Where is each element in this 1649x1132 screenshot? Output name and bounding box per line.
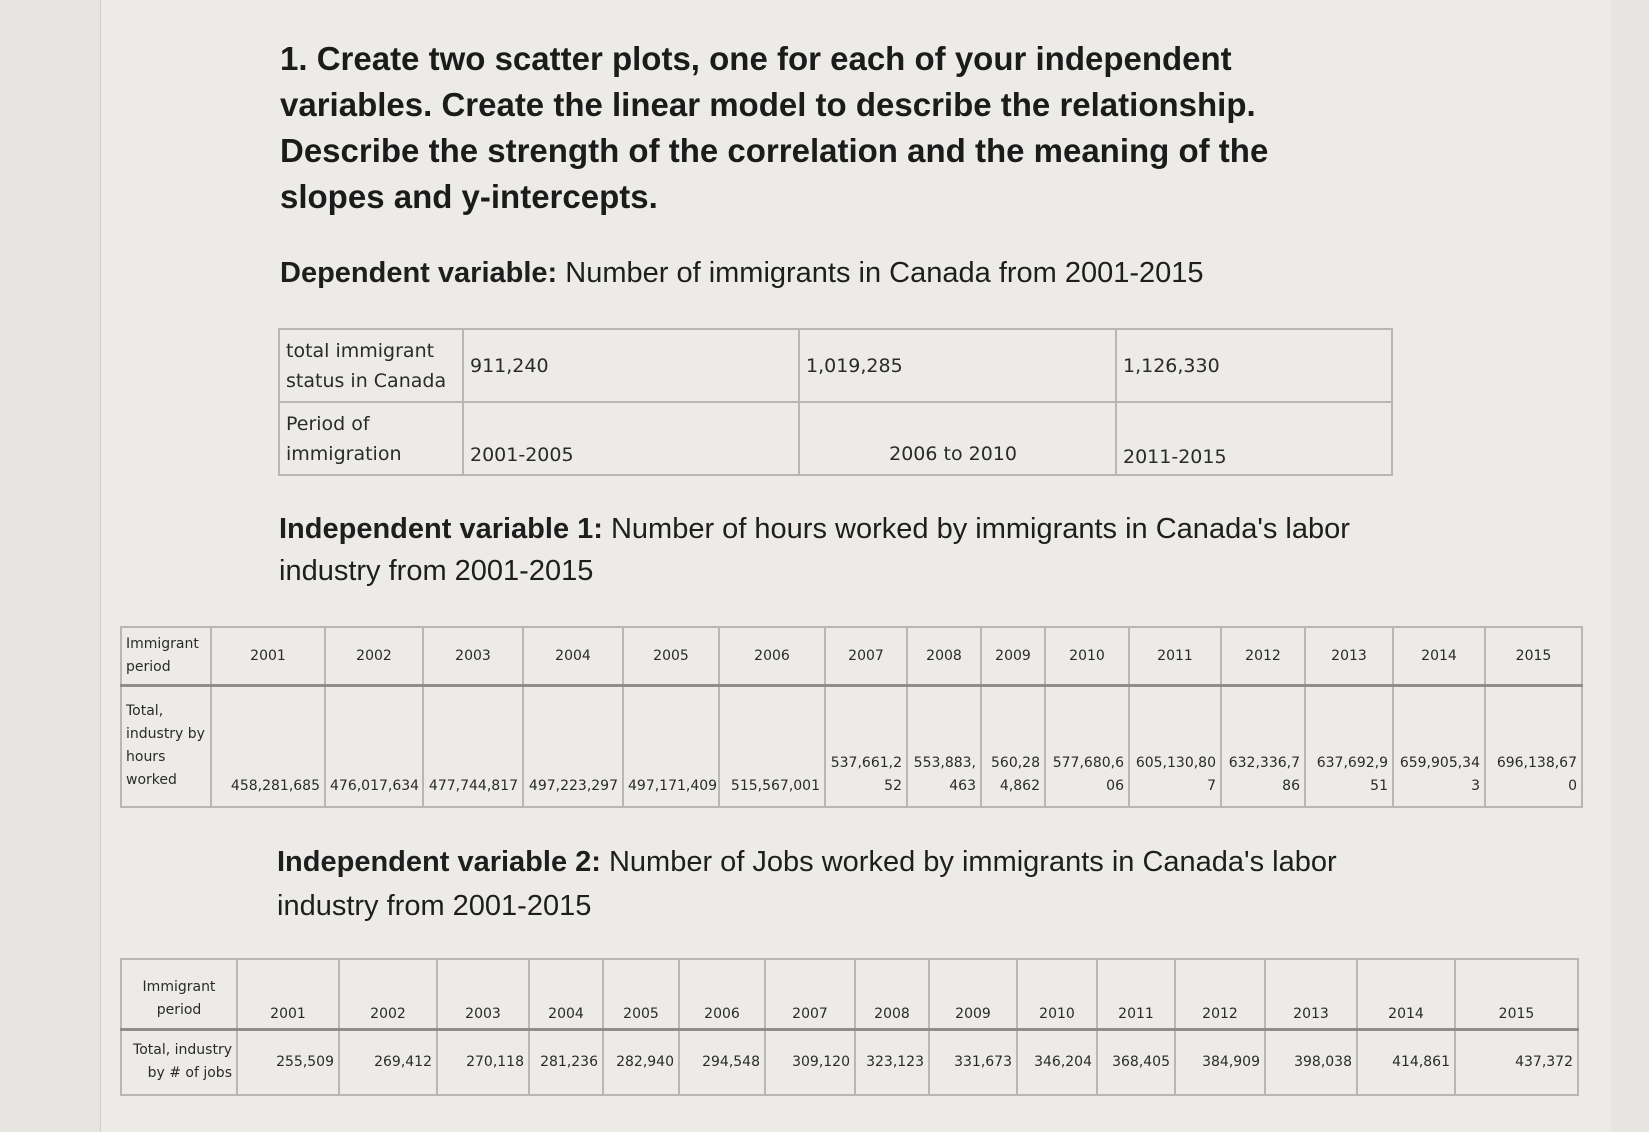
dependent-row-totals [279,329,1392,402]
jobs-value-cell: 384,909 [1175,1029,1265,1095]
dependent-row-periods [279,402,1392,475]
year-cell: 2014 [1357,959,1455,1029]
independent-variable-1-text: Number of hours worked by immigrants in Canada's labor industry from 2001-2015 [279,513,1350,587]
year-cell: 2005 [623,627,719,685]
hours-value-cell: 560,284,862 [981,685,1045,807]
dependent-variable-line [280,252,1430,294]
hours-value-cell: 632,336,786 [1221,685,1305,807]
year-cell: 2001 [211,627,325,685]
year-cell: 2003 [423,627,523,685]
hours-value-cell: 637,692,951 [1305,685,1393,807]
jobs-value-cell: 255,509 [237,1029,339,1095]
independent-1-value-row [121,685,1582,807]
independent-variable-1-label: Independent variable 1: [279,513,603,545]
independent-2-header-label: Immigrant period [121,959,237,1029]
hours-value-cell: 476,017,634 [325,685,423,807]
year-cell: 2001 [237,959,339,1029]
year-cell: 2007 [825,627,907,685]
jobs-value-cell: 323,123 [855,1029,929,1095]
independent-2-header-row [121,959,1578,1029]
year-cell: 2008 [907,627,981,685]
hours-value-cell: 458,281,685 [211,685,325,807]
dependent-variable-label: Dependent variable: [280,257,558,289]
independent-variable-2-text: Number of Jobs worked by immigrants in Canada's labor industry from 2001-2015 [277,846,1337,922]
year-cell: 2011 [1097,959,1175,1029]
hours-value-cell: 577,680,606 [1045,685,1129,807]
independent-1-header-label: Immigrant period [121,627,211,685]
hours-value-cell: 515,567,001 [719,685,825,807]
hours-value-cell: 553,883,463 [907,685,981,807]
year-cell: 2010 [1017,959,1097,1029]
year-cell: 2013 [1265,959,1357,1029]
jobs-value-cell: 331,673 [929,1029,1017,1095]
year-cell: 2009 [981,627,1045,685]
jobs-value-cell: 294,548 [679,1029,765,1095]
jobs-value-cell: 270,118 [437,1029,529,1095]
independent-variable-1-line [279,508,1409,592]
jobs-value-cell: 281,236 [529,1029,603,1095]
year-cell: 2004 [523,627,623,685]
year-cell: 2010 [1045,627,1129,685]
independent-2-table [120,958,1579,1096]
year-cell: 2002 [339,959,437,1029]
year-cell: 2011 [1129,627,1221,685]
year-cell: 2009 [929,959,1017,1029]
independent-1-table [120,626,1583,808]
year-cell: 2012 [1175,959,1265,1029]
hours-value-cell: 659,905,343 [1393,685,1485,807]
year-cell: 2006 [679,959,765,1029]
independent-2-row-label: Total, industry by # of jobs [121,1029,237,1095]
dependent-value-cell: 1,126,330 [1116,329,1392,402]
dependent-row1-label: total immigrant status in Canada [279,329,463,402]
independent-2-value-row [121,1029,1578,1095]
year-cell: 2008 [855,959,929,1029]
independent-variable-2-line [277,840,1407,928]
year-cell: 2013 [1305,627,1393,685]
hours-value-cell: 497,171,409 [623,685,719,807]
dependent-period-cell: 2011-2015 [1116,402,1392,475]
jobs-value-cell: 368,405 [1097,1029,1175,1095]
dependent-period-cell: 2001-2005 [463,402,799,475]
hours-value-cell: 497,223,297 [523,685,623,807]
jobs-value-cell: 346,204 [1017,1029,1097,1095]
dependent-value-cell: 1,019,285 [799,329,1116,402]
year-cell: 2015 [1485,627,1582,685]
jobs-value-cell: 437,372 [1455,1029,1578,1095]
year-cell: 2006 [719,627,825,685]
jobs-value-cell: 398,038 [1265,1029,1357,1095]
independent-variable-2-label: Independent variable 2: [277,846,601,878]
jobs-value-cell: 309,120 [765,1029,855,1095]
year-cell: 2005 [603,959,679,1029]
jobs-value-cell: 269,412 [339,1029,437,1095]
year-cell: 2003 [437,959,529,1029]
dependent-variable-text: Number of immigrants in Canada from 2001-2015 [565,257,1204,289]
year-cell: 2014 [1393,627,1485,685]
year-cell: 2012 [1221,627,1305,685]
independent-1-row-label: Total, industry by hours worked [121,685,211,807]
dependent-table [278,328,1393,476]
year-cell: 2002 [325,627,423,685]
year-cell: 2004 [529,959,603,1029]
jobs-value-cell: 414,861 [1357,1029,1455,1095]
jobs-value-cell: 282,940 [603,1029,679,1095]
dependent-row2-label: Period of immigration [279,402,463,475]
hours-value-cell: 537,661,252 [825,685,907,807]
year-cell: 2015 [1455,959,1578,1029]
dependent-value-cell: 911,240 [463,329,799,402]
year-cell: 2007 [765,959,855,1029]
dependent-period-cell: 2006 to 2010 [799,402,1116,475]
question-heading: 1. Create two scatter plots, one for each of your independent variables. Create the linear model to describe the relationship. Describe the strength of the correlation and the meaning of the slopes and y-intercepts. [280,40,1269,215]
hours-value-cell: 696,138,670 [1485,685,1582,807]
hours-value-cell: 477,744,817 [423,685,523,807]
hours-value-cell: 605,130,807 [1129,685,1221,807]
independent-1-header-row [121,627,1582,685]
